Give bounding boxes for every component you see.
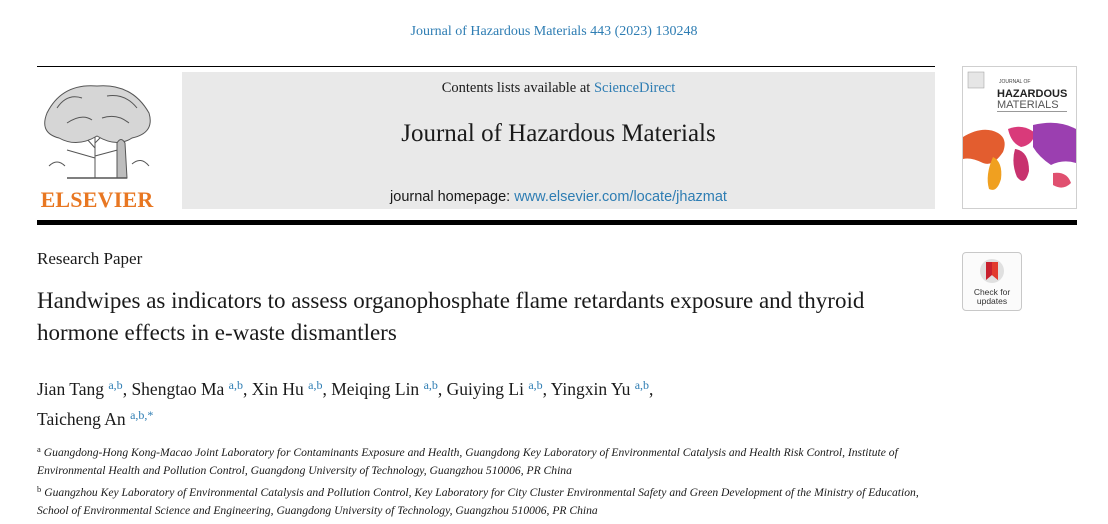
- author[interactable]: [131, 379, 243, 399]
- affiliation-b: [37, 480, 937, 520]
- homepage-link[interactable]: www.elsevier.com/locate/jhazmat: [514, 189, 727, 205]
- author-name: Guiying Li: [446, 379, 524, 399]
- journal-banner: [182, 72, 935, 209]
- author-name: Taicheng An: [37, 409, 126, 429]
- article-type: Research Paper: [37, 249, 143, 268]
- elsevier-tree-icon: [37, 78, 157, 183]
- author-name: Shengtao Ma: [131, 379, 225, 399]
- author-name: Meiqing Lin: [331, 379, 420, 399]
- check-for-text: Check for: [973, 287, 1011, 297]
- author[interactable]: [37, 409, 153, 429]
- author-affiliation-sup: a,b: [634, 378, 650, 392]
- author-affiliation-sup: a,b: [108, 378, 123, 392]
- author-affiliation-sup: a,b,*: [130, 408, 154, 422]
- author-separator: ,: [322, 379, 332, 399]
- author-separator: ,: [242, 379, 252, 399]
- cover-big-text-1: HAZARDOUS: [997, 88, 1068, 100]
- author-separator: ,: [649, 379, 654, 399]
- elsevier-logo[interactable]: [37, 78, 157, 213]
- header-top-rule: [37, 66, 935, 67]
- author-affiliation-sup: a,b: [228, 378, 243, 392]
- author-name: Yingxin Yu: [550, 379, 631, 399]
- author-separator: ,: [122, 379, 132, 399]
- article-title: Handwipes as indicators to assess organophosphate flame retardants exposure and thyroid hormone effects in e-waste dismantlers: [37, 288, 865, 345]
- author-separator: ,: [437, 379, 447, 399]
- check-for-updates-badge[interactable]: [962, 252, 1022, 311]
- affiliation-mark: a: [37, 444, 41, 454]
- header-bottom-rule: [37, 220, 1077, 225]
- crossmark-icon: [979, 258, 1005, 286]
- author[interactable]: [331, 379, 438, 399]
- author-separator: ,: [542, 379, 551, 399]
- author[interactable]: [37, 379, 123, 399]
- journal-citation[interactable]: Journal of Hazardous Materials 443 (2023) 130248: [410, 24, 698, 39]
- updates-text: updates: [976, 296, 1008, 306]
- journal-cover-image: [963, 67, 1076, 208]
- homepage-prefix: journal homepage:: [390, 189, 515, 205]
- contents-line: [182, 80, 935, 97]
- cover-big-text-2: MATERIALS: [997, 99, 1059, 111]
- sciencedirect-link[interactable]: ScienceDirect: [593, 80, 676, 96]
- author-affiliation-sup: a,b: [528, 378, 543, 392]
- author-name: Xin Hu: [251, 379, 304, 399]
- contents-prefix: Contents lists available at: [441, 80, 594, 96]
- author[interactable]: [447, 379, 543, 399]
- author-list: [37, 372, 917, 432]
- author-affiliation-sup: a,b: [308, 378, 323, 392]
- author[interactable]: [551, 379, 649, 399]
- journal-title: Journal of Hazardous Materials: [401, 120, 716, 147]
- affiliations: [37, 440, 937, 520]
- check-for-updates-label: [963, 288, 1021, 306]
- author[interactable]: [252, 379, 323, 399]
- affiliation-text: Guangzhou Key Laboratory of Environmental Catalysis and Pollution Control, Key Laboratory for City Cluster Environmental Safety and Green Development of the Ministry of Education, School of Environmental Science and Engineering, Guangdong University of Technology, Guangzhou 510006, PR China: [37, 486, 919, 517]
- affiliation-text: Guangdong-Hong Kong-Macao Joint Laboratory for Contaminants Exposure and Health, Guangdong Key Laboratory of Environmental Catalysis and Health Risk Control, Institute of Environmental Health and Pollution Control, Guangdong University of Technology, Guangzhou 510006, PR China: [37, 446, 898, 477]
- affiliation-mark: b: [37, 484, 42, 494]
- author-name: Jian Tang: [37, 379, 104, 399]
- journal-cover-thumbnail[interactable]: [962, 66, 1077, 209]
- publisher-name: ELSEVIER: [40, 187, 154, 212]
- affiliation-a: [37, 440, 937, 480]
- author-affiliation-sup: a,b: [423, 378, 438, 392]
- homepage-line: [182, 189, 935, 205]
- cover-small-text: JOURNAL OF: [999, 79, 1031, 85]
